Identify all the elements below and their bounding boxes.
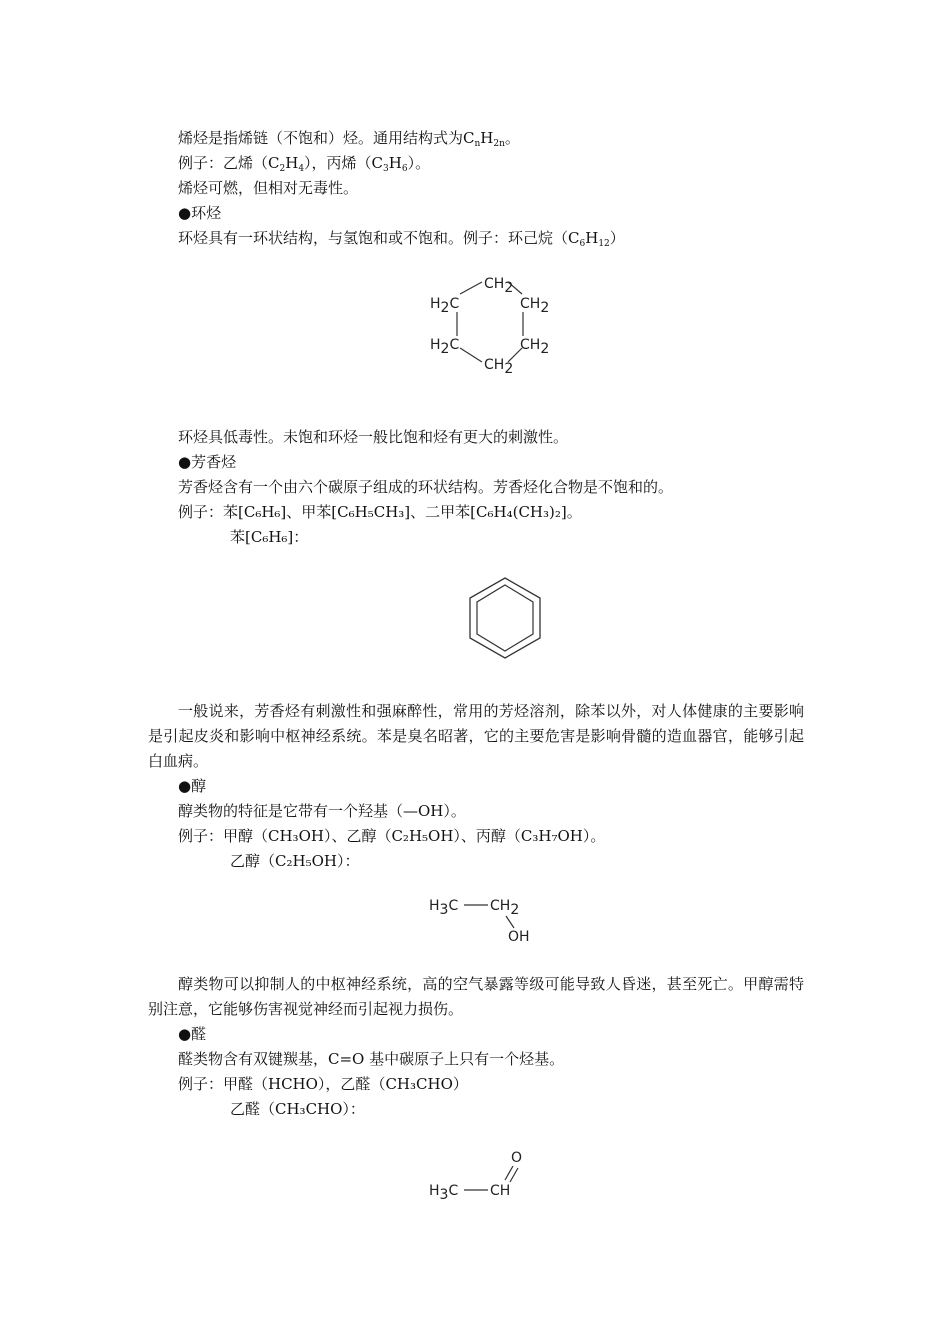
benzene-structure: [462, 574, 548, 664]
cycloalkane-toxicity: 环烃具低毒性。未饱和环烃一般比饱和烃有更大的刺激性。: [178, 428, 569, 446]
ethanol-structure: [426, 892, 546, 950]
h2c-lower-left: H2C: [430, 337, 460, 357]
ch2-lower-right: CH2: [520, 337, 550, 357]
alkene-definition: 烯烃是指烯链（不饱和）烃。通用结构式为$C_nH_{2n}$。: [178, 129, 520, 149]
h3c-group: H3C: [429, 898, 459, 918]
aromatic-hazard: 一般说来，芳香烃有刺激性和强麻醉性，常用的芳烃溶剂，除苯以外，对人体健康的主要影响是引起皮炎和影响中枢神经系统。苯是臭名昭著，它的主要危害是影响骨髓的造血器官，能够引起白血病。: [148, 702, 804, 770]
alcohol-hazard: 醇类物可以抑制人的中枢神经系统，高的空气暴露等级可能导致人昏迷，甚至死亡。甲醇需特别注意，它能够伤害视觉神经而引起视力损伤。: [148, 975, 804, 1018]
ethanol-label: 乙醇（C₂H₅OH）：: [230, 852, 360, 870]
aromatic-heading: ●芳香烃: [178, 453, 237, 471]
oh-group: OH: [508, 929, 530, 945]
aromatic-definition: 芳香烃含有一个由六个碳原子组成的环状结构。芳香烃化合物是不饱和的。: [178, 478, 674, 496]
ch-group: CH: [490, 1183, 511, 1199]
ch2-upper-right: CH2: [520, 296, 550, 316]
cycloalkane-definition: 环烃具有一环状结构，与氢饱和或不饱和。例子：环己烷$(C_6H_{12})$: [178, 229, 625, 249]
oxygen-atom: O: [511, 1150, 523, 1166]
aldehyde-example: 例子：甲醛（HCHO），乙醛（CH₃CHO）: [178, 1075, 468, 1093]
acetaldehyde-label: 乙醛（CH₃CHO）：: [230, 1100, 365, 1118]
h2c-upper-left: H2C: [430, 296, 460, 316]
benzene-label: 苯[C₆H₆]：: [230, 528, 309, 546]
alcohol-example: 例子：甲醇（CH₃OH）、乙醇（C₂H₅OH）、丙醇（C₃H₇OH）。: [178, 827, 606, 845]
alcohol-definition: 醇类物的特征是它带有一个羟基（—OH）。: [178, 802, 466, 820]
aldehyde-heading: ●醛: [178, 1025, 207, 1043]
aldehyde-definition: 醛类物含有双键羰基，C=O 基中碳原子上只有一个烃基。: [178, 1050, 565, 1068]
alcohol-heading: ●醇: [178, 777, 207, 795]
h3c-group: H3C: [429, 1183, 459, 1203]
cyclohexane-structure: [420, 268, 570, 378]
cycloalkane-heading: ●环烃: [178, 204, 222, 222]
alkene-toxicity: 烯烃可燃，但相对无毒性。: [178, 179, 359, 197]
ch2-bottom: CH2: [484, 357, 514, 377]
alkene-example: 例子：乙烯$(C_2H_4)$，丙烯$(C_3H_6)$。: [178, 154, 431, 174]
ch2-top: CH2: [484, 276, 514, 296]
ch2-group: CH2: [490, 898, 520, 918]
aromatic-example: 例子：苯[C₆H₆]、甲苯[C₆H₅CH₃]、二甲苯[C₆H₄(CH₃)₂]。: [178, 503, 582, 521]
acetaldehyde-structure: [426, 1142, 546, 1206]
